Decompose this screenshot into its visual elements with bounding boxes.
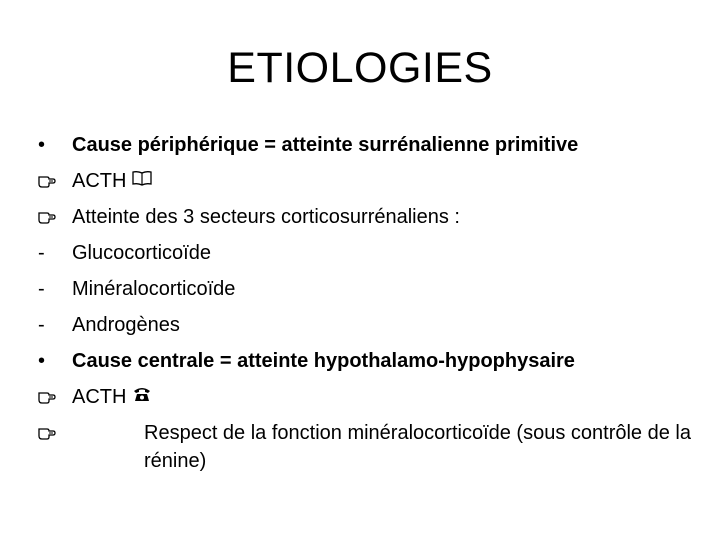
bullet-marker: • (38, 350, 46, 372)
list-item-text: Glucocorticoïde (72, 242, 211, 264)
list-item (0, 307, 720, 343)
list-item-content (72, 379, 692, 416)
list-item (0, 163, 720, 199)
telephone-icon (132, 378, 152, 414)
list-item (0, 379, 720, 415)
list-item-text: Respect de la fonction minéralocorticoïde (sous contrôle de la rénine) (144, 422, 691, 472)
bullet-list (0, 127, 720, 475)
list-item-content (72, 163, 692, 200)
list-item-text: Atteinte des 3 secteurs corticosurrénaliens : (72, 206, 460, 228)
list-item-text: Cause périphérique = atteinte surrénalienne primitive (72, 134, 579, 156)
slide-title: ETIOLOGIES (227, 44, 493, 92)
list-item-text: Cause centrale = atteinte hypothalamo-hypophysaire (72, 350, 575, 372)
list-item-text: ACTH (72, 386, 127, 408)
list-item (0, 271, 720, 307)
list-item (0, 127, 720, 163)
dash-marker: - (38, 242, 45, 264)
list-item (0, 415, 720, 475)
list-item-text: Minéralocorticoïde (72, 278, 236, 300)
book-icon (132, 162, 152, 198)
list-item (0, 199, 720, 235)
list-item (0, 235, 720, 271)
list-item (0, 343, 720, 379)
list-item-text: Androgènes (72, 314, 180, 336)
dash-marker: - (38, 278, 45, 300)
bullet-marker: • (38, 134, 46, 156)
list-item-text: ACTH (72, 170, 127, 192)
dash-marker: - (38, 314, 45, 336)
